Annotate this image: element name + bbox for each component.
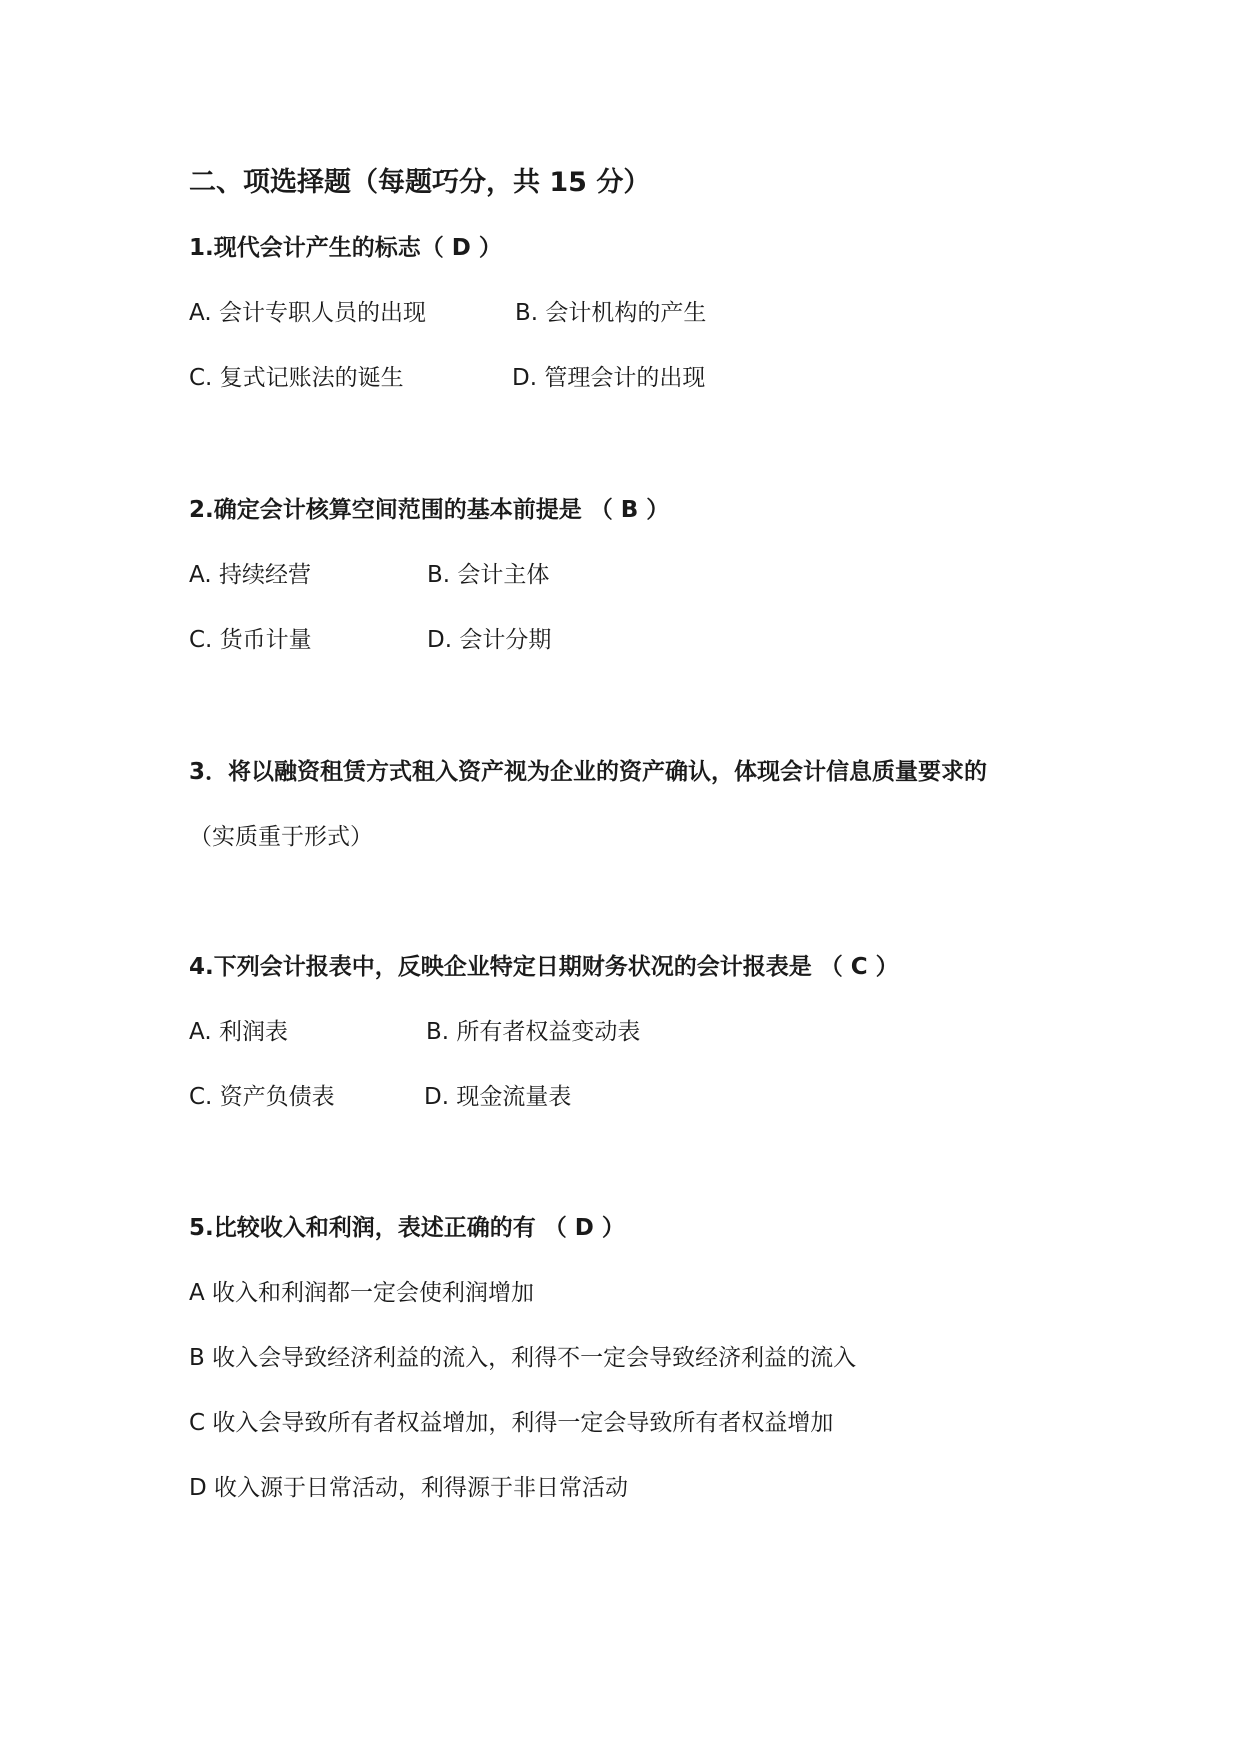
question-4-stem: 4.下列会计报表中，反映企业特定日期财务状况的会计报表是 （ C ） — [189, 954, 899, 980]
question-4-option-c: C. 资产负债表 — [189, 1084, 335, 1110]
section-title: 二、项选择题（每题巧分，共 15 分） — [189, 167, 651, 198]
question-5-option-b: B 收入会导致经济利益的流入，利得不一定会导致经济利益的流入 — [189, 1345, 857, 1371]
question-2-option-b: B. 会计主体 — [427, 562, 550, 588]
question-5-option-a: A 收入和利润都一定会使利润增加 — [189, 1280, 535, 1306]
question-2-option-c: C. 货币计量 — [189, 627, 312, 653]
question-5-option-d: D 收入源于日常活动，利得源于非日常活动 — [189, 1475, 629, 1501]
question-3-stem: 3．将以融资租赁方式租入资产视为企业的资产确认，体现会计信息质量要求的 — [189, 759, 988, 785]
question-2-stem: 2.确定会计核算空间范围的基本前提是 （ B ） — [189, 497, 670, 523]
question-1-stem: 1.现代会计产生的标志（ D ） — [189, 235, 502, 261]
question-1-option-d: D. 管理会计的出现 — [512, 365, 706, 391]
question-5-stem: 5.比较收入和利润，表述正确的有 （ D ） — [189, 1215, 625, 1241]
question-4-option-d: D. 现金流量表 — [424, 1084, 572, 1110]
question-4-option-a: A. 利润表 — [189, 1019, 288, 1045]
question-1-option-c: C. 复式记账法的诞生 — [189, 365, 404, 391]
question-4-option-b: B. 所有者权益变动表 — [426, 1019, 641, 1045]
question-2-option-a: A. 持续经营 — [189, 562, 311, 588]
question-2-option-d: D. 会计分期 — [427, 627, 552, 653]
question-1-option-a: A. 会计专职人员的出现 — [189, 300, 426, 326]
question-1-option-b: B. 会计机构的产生 — [515, 300, 707, 326]
question-5-option-c: C 收入会导致所有者权益增加，利得一定会导致所有者权益增加 — [189, 1410, 834, 1436]
question-3-answer: （实质重于形式） — [189, 824, 373, 850]
